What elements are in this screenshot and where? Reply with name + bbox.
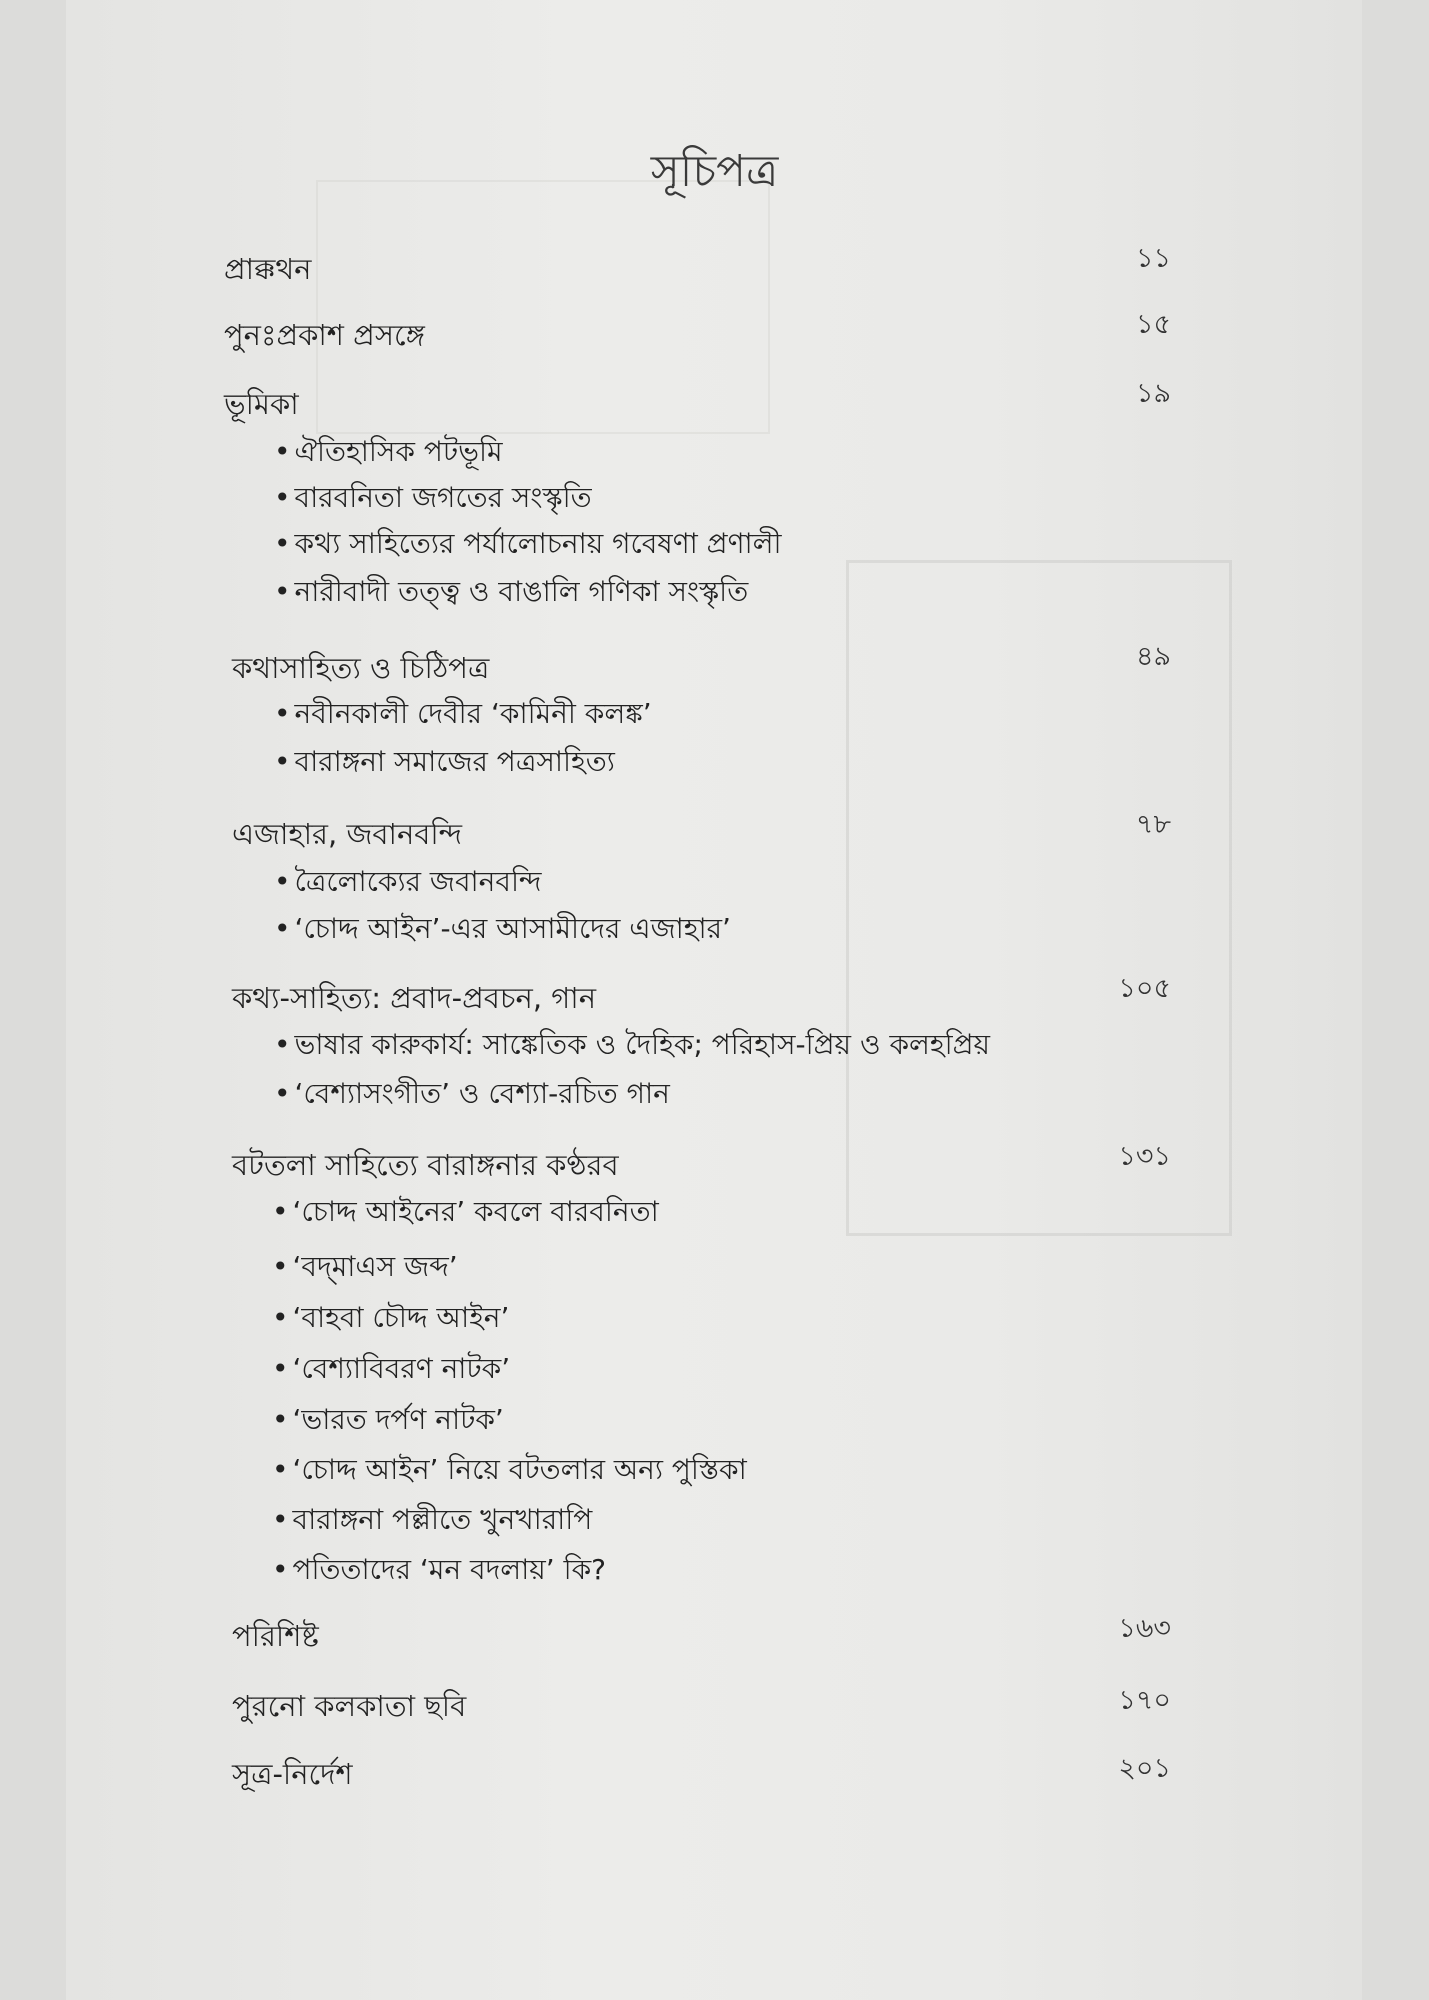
toc-subentry: • নবীনকালী দেবীর ‘কামিনী কলঙ্ক’ <box>274 692 652 739</box>
toc-entry-5: কথ্য-সাহিত্য: প্রবাদ-প্রবচন, গান <box>232 981 597 1015</box>
toc-subentry: • ভাষার কারুকার্য: সাঙ্কেতিক ও দৈহিক; পরিহাস-প্রিয় ও কলহপ্রিয় <box>274 1023 990 1070</box>
toc-entry-0: প্রাক্কথন <box>224 252 312 286</box>
toc-subentry: • ‘ভারত দর্পণ নাটক’ <box>272 1398 504 1445</box>
toc-entry-4: এজাহার, জবানবন্দি <box>232 817 462 851</box>
toc-page-9: ২০১ <box>1118 1753 1171 1784</box>
toc-subentry: • বারবনিতা জগতের সংস্কৃতি <box>274 476 592 523</box>
toc-subentry: • পতিতাদের ‘মন বদলায়’ কি? <box>272 1548 606 1595</box>
toc-subentry: • ‘চোদ্দ আইন’ নিয়ে বটতলার অন্য পুস্তিকা <box>272 1448 747 1495</box>
page-title: সূচিপত্র <box>650 146 779 197</box>
toc-subentry: • ঐতিহাসিক পটভূমি <box>274 430 503 477</box>
toc-entry-8: পুরনো কলকাতা ছবি <box>232 1689 467 1723</box>
toc-page-8: ১৭০ <box>1118 1685 1171 1716</box>
toc-subentry: • কথ্য সাহিত্যের পর্যালোচনায় গবেষণা প্রণালী <box>274 522 782 569</box>
toc-subentry: • বারাঙ্গনা সমাজের পত্রসাহিত্য <box>274 740 615 787</box>
toc-subentry: • নারীবাদী তত্ত্ব ও বাঙালি গণিকা সংস্কৃতি <box>274 570 748 617</box>
toc-subentry: • ত্রৈলোক্যের জবানবন্দি <box>274 860 541 907</box>
toc-page-7: ১৬৩ <box>1118 1613 1171 1644</box>
toc-entry-9: সূত্র-নির্দেশ <box>232 1757 353 1791</box>
toc-entry-1: পুনঃপ্রকাশ প্রসঙ্গে <box>224 318 425 352</box>
toc-subentry: • বারাঙ্গনা পল্লীতে খুনখারাপি <box>272 1498 592 1545</box>
toc-entry-7: পরিশিষ্ট <box>232 1619 319 1653</box>
toc-page-3: ৪৯ <box>1135 641 1171 672</box>
toc-subentry: • ‘বেশ্যাসংগীত’ ও বেশ্যা-রচিত গান <box>274 1072 670 1119</box>
toc-page-6: ১৩১ <box>1118 1141 1171 1172</box>
toc-page-4: ৭৮ <box>1135 809 1171 840</box>
toc-entry-2: ভূমিকা <box>224 387 299 421</box>
toc-page-5: ১০৫ <box>1118 973 1171 1004</box>
toc-entry-6: বটতলা সাহিত্যে বারাঙ্গনার কণ্ঠরব <box>232 1148 619 1182</box>
toc-subentry: • ‘বাহবা চৌদ্দ আইন’ <box>272 1296 509 1343</box>
bleed-through-frame <box>846 560 1232 1236</box>
toc-page-0: ১১ <box>1135 243 1171 274</box>
bleed-through-frame <box>316 180 770 434</box>
toc-subentry: • ‘চোদ্দ আইন’-এর আসামীদের এজাহার’ <box>274 907 731 954</box>
toc-subentry: • ‘চোদ্দ আইনের’ কবলে বারবনিতা <box>272 1190 659 1237</box>
toc-page-2: ১৯ <box>1135 378 1171 409</box>
toc-subentry: • ‘বেশ্যাবিবরণ নাটক’ <box>272 1347 510 1394</box>
toc-subentry: • ‘বদ্‌মাএস জব্দ’ <box>272 1245 458 1292</box>
toc-page-1: ১৫ <box>1135 309 1171 340</box>
toc-entry-3: কথাসাহিত্য ও চিঠিপত্র <box>232 651 490 685</box>
